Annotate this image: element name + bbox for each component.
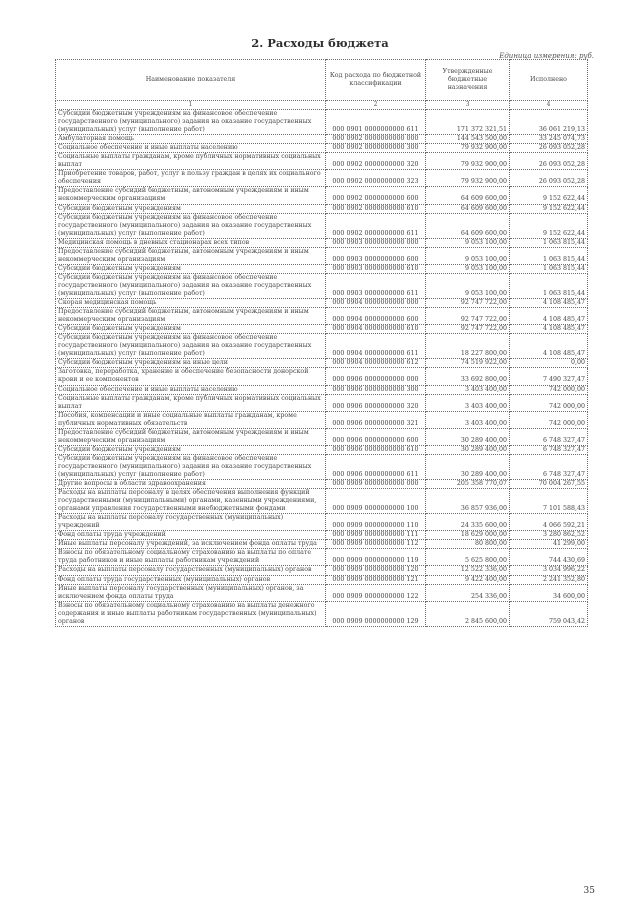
row-name: Фонд оплаты труда учреждений <box>56 531 326 540</box>
row-approved: 79 932 900,00 <box>426 144 510 153</box>
row-code: 000 0904 0000000000 000 <box>326 299 426 308</box>
table-row <box>56 411 588 428</box>
row-approved: 9 053 100,00 <box>426 247 510 264</box>
row-approved: 64 609 600,00 <box>426 213 510 238</box>
row-executed: 4 108 485,47 <box>510 299 588 308</box>
row-approved: 30 289 400,00 <box>426 454 510 479</box>
row-executed: 4 108 485,47 <box>510 308 588 325</box>
row-code: 000 0909 0000000000 100 <box>326 489 426 514</box>
row-executed: 7 490 327,47 <box>510 368 588 385</box>
row-executed: 4 066 592,21 <box>510 514 588 531</box>
table-row <box>56 480 588 489</box>
row-name: Субсидии бюджетным учреждениям на иные цели <box>56 359 326 368</box>
row-code: 000 0906 0000000000 610 <box>326 445 426 454</box>
row-approved: 9 053 100,00 <box>426 264 510 273</box>
row-approved: 9 053 100,00 <box>426 238 510 247</box>
table-row <box>56 445 588 454</box>
header-name: Наименование показателя <box>56 60 326 101</box>
row-approved: 92 747 722,00 <box>426 299 510 308</box>
row-code: 000 0902 0000000000 320 <box>326 153 426 170</box>
row-approved: 24 335 600,00 <box>426 514 510 531</box>
row-approved: 79 932 900,00 <box>426 153 510 170</box>
row-name: Предоставление субсидий бюджетным, автономным учреждениям и иным некоммерческим организациям <box>56 247 326 264</box>
row-executed: 1 063 815,44 <box>510 273 588 298</box>
row-code: 000 0904 0000000000 611 <box>326 334 426 359</box>
row-executed: 744 430,69 <box>510 549 588 566</box>
row-code: 000 0903 0000000000 000 <box>326 238 426 247</box>
row-name: Субсидии бюджетным учреждениям <box>56 325 326 334</box>
row-code: 000 0904 0000000000 610 <box>326 325 426 334</box>
row-name: Субсидии бюджетным учреждениям на финансовое обеспечение государственного (муниципального) задания на оказание государственных (муниципальных) услуг (выполнение работ) <box>56 334 326 359</box>
table-header-row <box>56 60 588 101</box>
row-code: 000 0902 0000000000 300 <box>326 144 426 153</box>
row-executed: 34 600,00 <box>510 584 588 601</box>
row-approved: 5 625 800,00 <box>426 549 510 566</box>
table-row <box>56 368 588 385</box>
header-approved: Утвержденные бюджетные назначения <box>426 60 510 101</box>
row-executed: 742 000,00 <box>510 394 588 411</box>
row-code: 000 0902 0000000000 323 <box>326 170 426 187</box>
row-executed: 26 093 052,28 <box>510 170 588 187</box>
row-approved: 36 857 936,00 <box>426 489 510 514</box>
row-code: 000 0902 0000000000 610 <box>326 204 426 213</box>
header-code: Код расхода по бюджетной классификации <box>326 60 426 101</box>
row-executed: 3 034 996,22 <box>510 566 588 575</box>
row-name: Пособия, компенсации и иные социальные выплаты гражданам, кроме публичных нормативных обязательств <box>56 411 326 428</box>
row-executed: 26 093 052,28 <box>510 144 588 153</box>
row-name: Расходы на выплаты персоналу государственных (муниципальных) органов <box>56 566 326 575</box>
expenses-table <box>55 59 588 627</box>
section-title: 2. Расходы бюджета <box>251 36 389 50</box>
table-row <box>56 584 588 601</box>
row-name: Предоставление субсидий бюджетным, автономным учреждениям и иным некоммерческим организациям <box>56 308 326 325</box>
row-executed: 742 000,00 <box>510 411 588 428</box>
row-approved: 205 358 770,07 <box>426 480 510 489</box>
row-code: 000 0903 0000000000 611 <box>326 273 426 298</box>
table-row <box>56 204 588 213</box>
table-row <box>56 385 588 394</box>
row-code: 000 0906 0000000000 321 <box>326 411 426 428</box>
row-name: Предоставление субсидий бюджетным, автономным учреждениям и иным некоммерческим организациям <box>56 428 326 445</box>
row-approved: 33 692 800,00 <box>426 368 510 385</box>
row-name: Социальные выплаты гражданам, кроме публичных нормативных социальных выплат <box>56 394 326 411</box>
row-executed: 6 748 327,47 <box>510 454 588 479</box>
table-row <box>56 153 588 170</box>
table-row <box>56 273 588 298</box>
row-code: 000 0906 0000000000 611 <box>326 454 426 479</box>
row-name: Социальные выплаты гражданам, кроме публичных нормативных социальных выплат <box>56 153 326 170</box>
row-code: 000 0909 0000000000 122 <box>326 584 426 601</box>
row-executed: 6 748 327,47 <box>510 428 588 445</box>
row-code: 000 0909 0000000000 000 <box>326 480 426 489</box>
row-name: Субсидии бюджетным учреждениям <box>56 264 326 273</box>
row-code: 000 0904 0000000000 612 <box>326 359 426 368</box>
page-number: 35 <box>583 886 595 896</box>
row-name: Предоставление субсидий бюджетным, автономным учреждениям и иным некоммерческим организациям <box>56 187 326 204</box>
row-executed: 70 004 267,55 <box>510 480 588 489</box>
column-number: 2 <box>326 101 426 110</box>
row-code: 000 0909 0000000000 129 <box>326 601 426 626</box>
column-number: 1 <box>56 101 326 110</box>
row-approved: 30 289 400,00 <box>426 445 510 454</box>
column-number: 4 <box>510 101 588 110</box>
row-name: Социальное обеспечение и иные выплаты населению <box>56 144 326 153</box>
row-name: Субсидии бюджетным учреждениям <box>56 445 326 454</box>
row-executed: 3 280 862,52 <box>510 531 588 540</box>
row-approved: 18 629 000,00 <box>426 531 510 540</box>
row-name: Иные выплаты персоналу государственных (муниципальных) органов, за исключением фонда оплаты труда <box>56 584 326 601</box>
row-code: 000 0909 0000000000 121 <box>326 575 426 584</box>
units-label: Единица измерения: руб. <box>499 52 594 60</box>
row-approved: 64 609 600,00 <box>426 187 510 204</box>
row-approved: 3 403 400,00 <box>426 385 510 394</box>
row-name: Субсидии бюджетным учреждениям на финансовое обеспечение государственного (муниципального) задания на оказание государственных (муниципальных) услуг (выполнение работ) <box>56 213 326 238</box>
table-row <box>56 299 588 308</box>
table-row <box>56 187 588 204</box>
row-code: 000 0906 0000000000 000 <box>326 368 426 385</box>
table-row <box>56 238 588 247</box>
table-row <box>56 359 588 368</box>
row-name: Фонд оплаты труда государственных (муниципальных) органов <box>56 575 326 584</box>
row-approved: 92 747 722,00 <box>426 325 510 334</box>
row-name: Медицинская помощь в дневных стационарах всех типов <box>56 238 326 247</box>
row-name: Субсидии бюджетным учреждениям на финансовое обеспечение государственного (муниципального) задания на оказание государственных (муниципальных) услуг (выполнение работ) <box>56 454 326 479</box>
row-approved: 9 053 100,00 <box>426 273 510 298</box>
row-name: Амбулаторная помощь <box>56 135 326 144</box>
table-row <box>56 144 588 153</box>
row-name: Социальное обеспечение и иные выплаты населению <box>56 385 326 394</box>
table-row <box>56 601 588 626</box>
row-executed: 36 061 219,13 <box>510 110 588 135</box>
row-approved: 2 845 600,00 <box>426 601 510 626</box>
column-number-row <box>56 101 588 110</box>
row-approved: 18 227 800,00 <box>426 334 510 359</box>
row-executed: 7 101 588,43 <box>510 489 588 514</box>
table-row <box>56 540 588 549</box>
row-code: 000 0909 0000000000 110 <box>326 514 426 531</box>
row-executed: 9 152 622,44 <box>510 187 588 204</box>
row-name: Скорая медицинская помощь <box>56 299 326 308</box>
row-code: 000 0901 0000000000 611 <box>326 110 426 135</box>
row-executed: 4 108 485,47 <box>510 325 588 334</box>
table-row <box>56 454 588 479</box>
row-approved: 144 543 500,00 <box>426 135 510 144</box>
row-approved: 92 747 722,00 <box>426 308 510 325</box>
row-code: 000 0909 0000000000 112 <box>326 540 426 549</box>
row-code: 000 0906 0000000000 600 <box>326 428 426 445</box>
table-row <box>56 566 588 575</box>
row-name: Взносы по обязательному социальному страхованию на выплаты денежного содержания и иные выплаты работникам государственных (муниципальных) органов <box>56 601 326 626</box>
row-name: Заготовка, переработка, хранение и обеспечение безопасности донорской крови и ее компонентов <box>56 368 326 385</box>
table-row <box>56 334 588 359</box>
row-name: Приобретение товаров, работ, услуг в пользу граждан в целях их социального обеспечения <box>56 170 326 187</box>
row-approved: 3 403 400,00 <box>426 394 510 411</box>
row-executed: 33 245 074,73 <box>510 135 588 144</box>
table-row <box>56 213 588 238</box>
row-code: 000 0906 0000000000 300 <box>326 385 426 394</box>
row-approved: 171 372 321,51 <box>426 110 510 135</box>
row-name: Расходы на выплаты персоналу государственных (муниципальных) учреждений <box>56 514 326 531</box>
row-code: 000 0906 0000000000 320 <box>326 394 426 411</box>
row-executed: 1 063 815,44 <box>510 238 588 247</box>
row-executed: 9 152 622,44 <box>510 204 588 213</box>
row-name: Иные выплаты персоналу учреждений, за исключением фонда оплаты труда <box>56 540 326 549</box>
row-executed: 41 299,00 <box>510 540 588 549</box>
table-row <box>56 575 588 584</box>
table-row <box>56 110 588 135</box>
row-name: Расходы на выплаты персоналу в целях обеспечения выполнения функций государственными (муниципальными) органами, казенными учреждениями, органами управления государственными внебюджетными фондами <box>56 489 326 514</box>
table-row <box>56 489 588 514</box>
row-executed: 742 000,00 <box>510 385 588 394</box>
table-body <box>56 110 588 627</box>
row-code: 000 0904 0000000000 600 <box>326 308 426 325</box>
row-code: 000 0902 0000000000 611 <box>326 213 426 238</box>
row-executed: 0,00 <box>510 359 588 368</box>
row-name: Другие вопросы в области здравоохранения <box>56 480 326 489</box>
row-executed: 1 063 815,44 <box>510 247 588 264</box>
row-executed: 26 093 052,28 <box>510 153 588 170</box>
row-approved: 254 336,00 <box>426 584 510 601</box>
row-executed: 6 748 327,47 <box>510 445 588 454</box>
table-row <box>56 247 588 264</box>
table-row <box>56 325 588 334</box>
row-name: Субсидии бюджетным учреждениям <box>56 204 326 213</box>
row-approved: 79 932 900,00 <box>426 170 510 187</box>
table-row <box>56 428 588 445</box>
table-row <box>56 549 588 566</box>
row-code: 000 0909 0000000000 111 <box>326 531 426 540</box>
row-approved: 64 609 600,00 <box>426 204 510 213</box>
row-name: Взносы по обязательному социальному страхованию на выплаты по оплате труда работников и иные выплаты работникам учреждений <box>56 549 326 566</box>
row-approved: 9 422 400,00 <box>426 575 510 584</box>
row-approved: 74 519 922,00 <box>426 359 510 368</box>
row-executed: 759 043,42 <box>510 601 588 626</box>
row-executed: 2 241 352,80 <box>510 575 588 584</box>
row-name: Субсидии бюджетным учреждениям на финансовое обеспечение государственного (муниципального) задания на оказание государственных (муниципальных) услуг (выполнение работ) <box>56 273 326 298</box>
row-code: 000 0909 0000000000 120 <box>326 566 426 575</box>
row-code: 000 0909 0000000000 119 <box>326 549 426 566</box>
table-row <box>56 394 588 411</box>
row-approved: 80 800,00 <box>426 540 510 549</box>
row-approved: 12 522 336,00 <box>426 566 510 575</box>
table-row <box>56 135 588 144</box>
row-code: 000 0902 0000000000 600 <box>326 187 426 204</box>
row-executed: 4 108 485,47 <box>510 334 588 359</box>
table-row <box>56 514 588 531</box>
row-code: 000 0903 0000000000 600 <box>326 247 426 264</box>
row-executed: 1 063 815,44 <box>510 264 588 273</box>
table-row <box>56 170 588 187</box>
row-approved: 30 289 400,00 <box>426 428 510 445</box>
table-row <box>56 308 588 325</box>
row-code: 000 0902 0000000000 000 <box>326 135 426 144</box>
column-number: 3 <box>426 101 510 110</box>
row-approved: 3 403 400,00 <box>426 411 510 428</box>
row-name: Субсидии бюджетным учреждениям на финансовое обеспечение государственного (муниципального) задания на оказание государственных (муниципальных) услуг (выполнение работ) <box>56 110 326 135</box>
row-code: 000 0903 0000000000 610 <box>326 264 426 273</box>
header-executed: Исполнено <box>510 60 588 101</box>
row-executed: 9 152 622,44 <box>510 213 588 238</box>
table-row <box>56 264 588 273</box>
table-row <box>56 531 588 540</box>
